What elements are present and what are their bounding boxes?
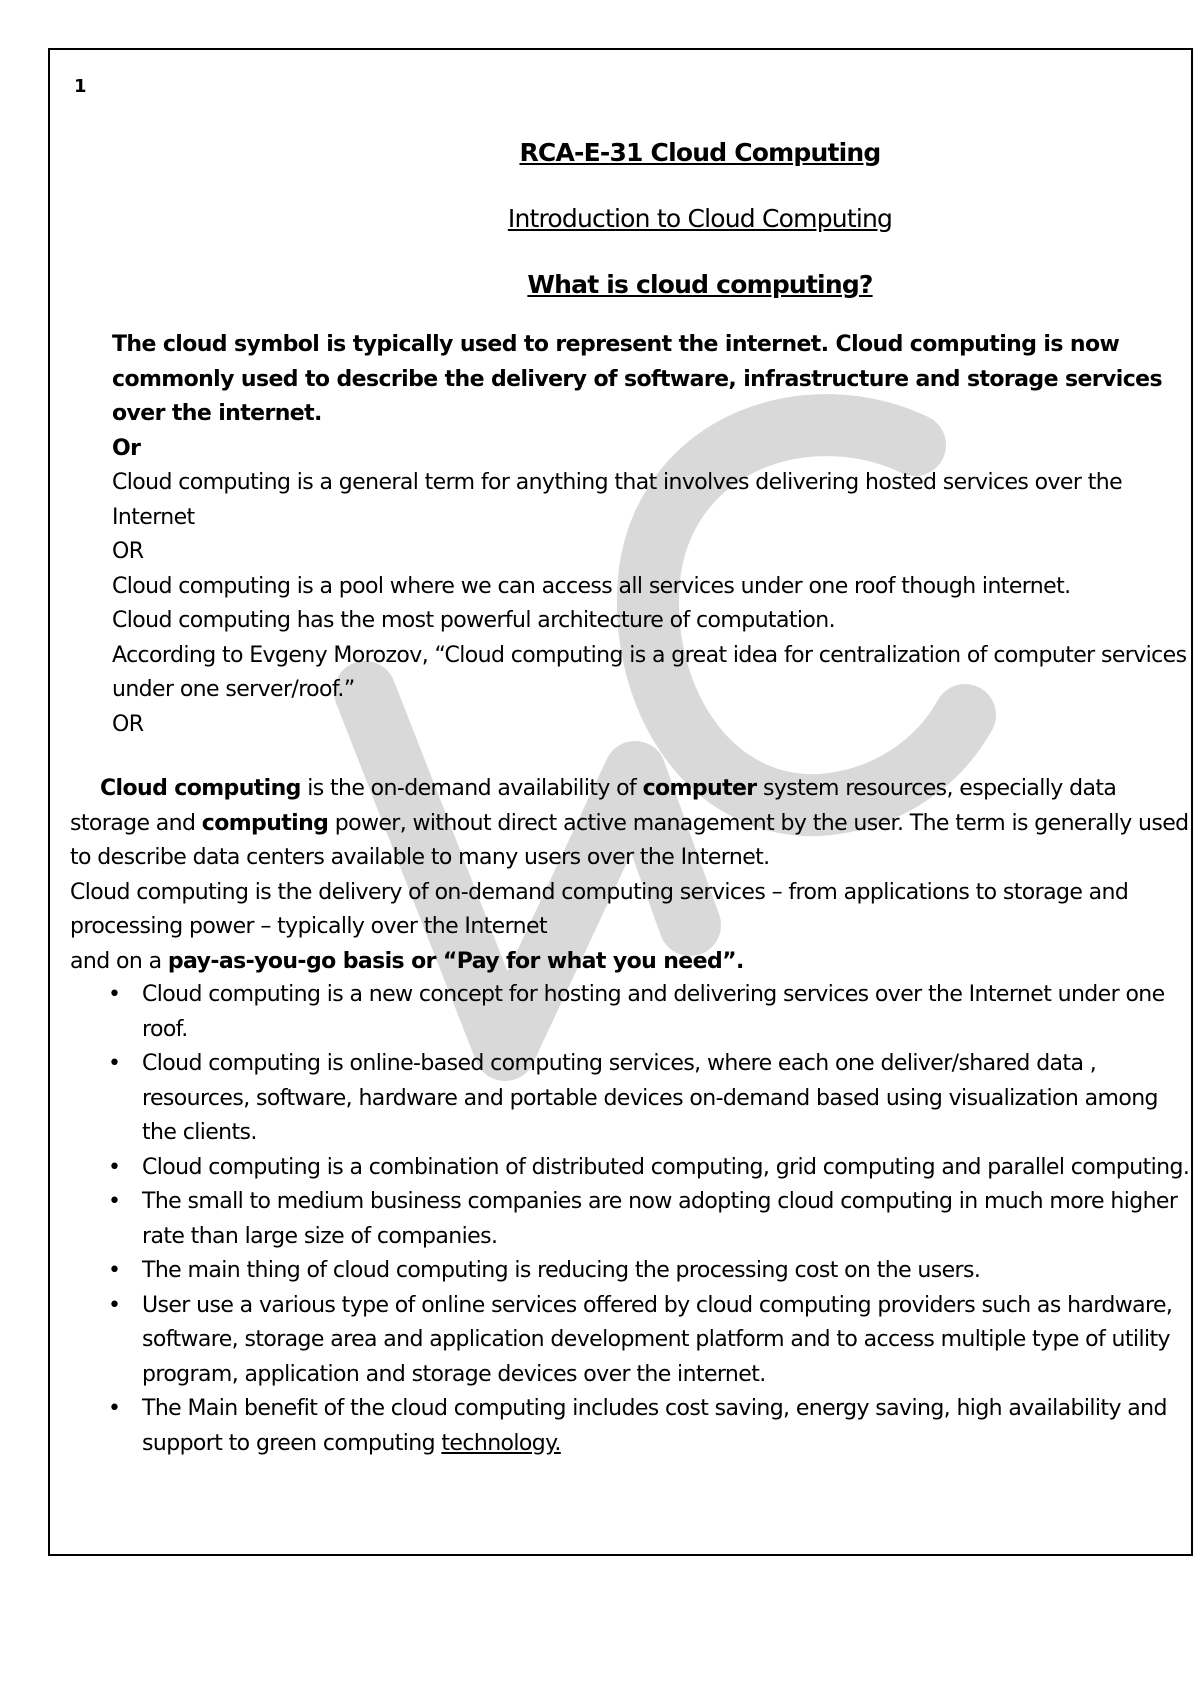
page-frame [48,48,1193,1556]
bullet-item: • User use a various type of online services offered by cloud computing providers such as hardware, software, storage area and application development platform and to access multiple type of utility program, application and storage devices over the internet. [142,1289,1192,1393]
course-title: RCA-E-31 Cloud Computing [519,138,881,167]
or-separator: OR [112,711,144,737]
question-title: What is cloud computing? [527,270,873,299]
text-run: power, without direct active management by the user. The term is generally used to describe data centers available to many users over the Internet. [70,810,1189,870]
page-number: 1 [74,76,86,97]
wide-paragraphs [70,772,1192,979]
document-content [50,50,1193,1556]
underlined-word: technology. [441,1430,561,1456]
text-run: and on a [70,948,168,974]
delivery-paragraph: Cloud computing is the delivery of on-demand computing services – from applications to storage and processing power – typically over the Internet [70,879,1129,939]
bullet-item: • Cloud computing is online-based computing services, where each one deliver/shared data , resources, software, hardware and portable devices on-demand based using visualization among the clients. [142,1047,1192,1151]
or-separator: OR [112,539,144,564]
text-run: The Main benefit of the cloud computing includes cost saving, energy saving, high availability and support to green computing [142,1396,1167,1456]
bold-term: computing [201,810,329,836]
bold-term: computer [642,776,757,801]
definition-paragraph: The cloud symbol is typically used to represent the internet. Cloud computing is now commonly used to describe the delivery of software, infrastructure and storage services over the internet. [112,332,1162,426]
definition-paragraph: Cloud computing is a pool where we can access all services under one roof though internet. [112,573,1071,599]
bullet-list [100,978,1192,1461]
on-demand-paragraph [70,772,1192,876]
bullet-item: • The main thing of cloud computing is reducing the processing cost on the users. [142,1254,1192,1289]
bullet-item: • Cloud computing is a new concept for hosting and delivering services over the Internet under one roof. [142,978,1192,1047]
bold-term: Cloud computing [100,776,301,801]
definition-paragraph: Cloud computing is a general term for anything that involves delivering hosted services over the Internet [112,470,1123,530]
pay-as-you-go-paragraph [70,945,1192,980]
bold-term: pay-as-you-go basis or “Pay for what you need”. [167,948,744,974]
definitions-block [112,328,1192,742]
bullet-item: • Cloud computing is a combination of distributed computing, grid computing and parallel computing. [142,1151,1192,1186]
text-run: system resources, especially data storage and [70,776,1117,836]
quote-paragraph: According to Evgeny Morozov, “Cloud computing is a great idea for centralization of computer services under one server/roof.” [112,642,1187,702]
bullet-item: • The small to medium business companies are now adopting cloud computing in much more higher rate than large size of companies. [142,1185,1192,1254]
bullet-item [142,1392,1192,1461]
definition-paragraph: Cloud computing has the most powerful architecture of computation. [112,608,835,633]
section-title: Introduction to Cloud Computing [507,204,893,233]
or-separator: Or [112,435,141,461]
text-run: is the on-demand availability of [300,776,643,801]
